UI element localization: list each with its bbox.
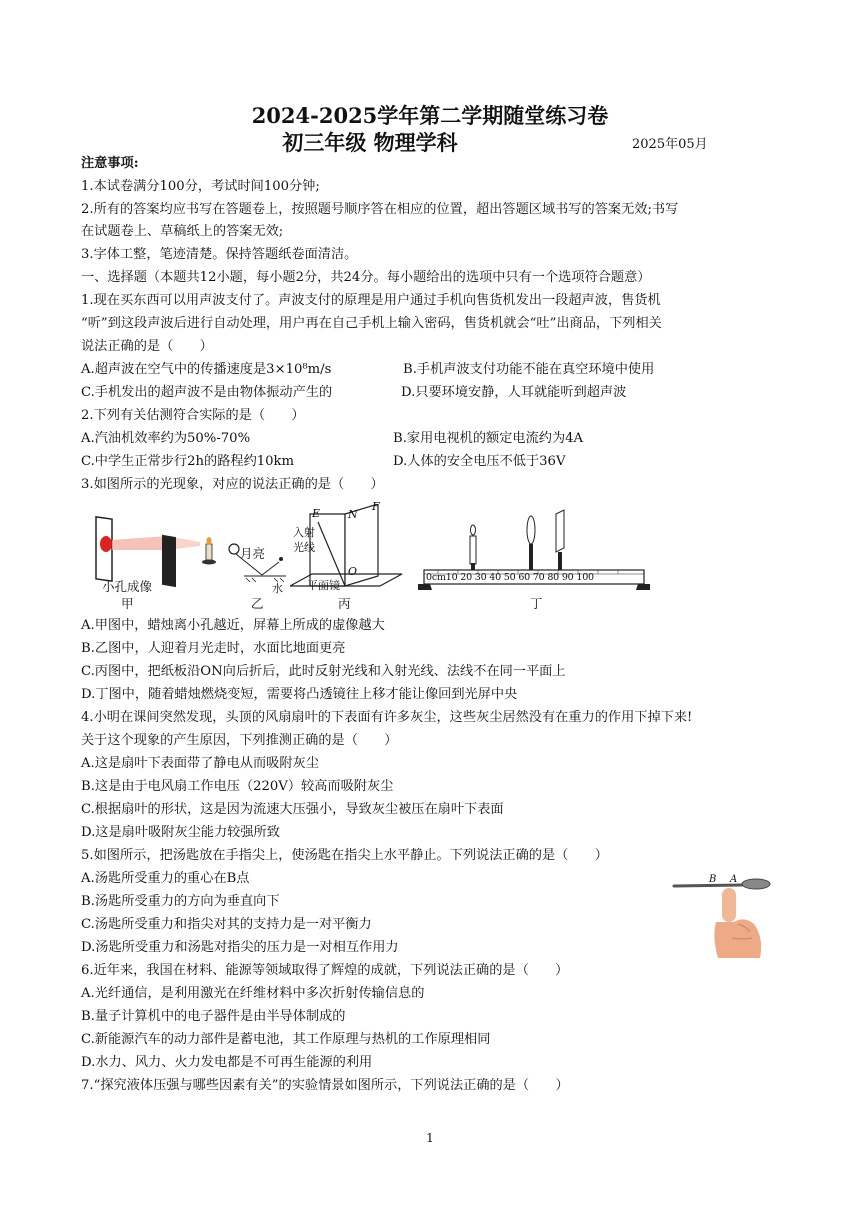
- q6-option-d: D.水力、风力、火力发电都是不可再生能源的利用: [81, 1055, 373, 1070]
- q6-option-c: C.新能源汽车的动力部件是蓄电池，其工作原理与热机的工作原理相同: [81, 1032, 491, 1047]
- exam-subtitle: 初三年级 物理学科: [282, 130, 458, 155]
- q5-option-c: C.汤匙所受重力和指尖对其的支持力是一对平衡力: [81, 917, 372, 932]
- q6-option-b: B.量子计算机中的电子器件是由半导体制成的: [81, 1009, 346, 1024]
- q2-option-a: A.汽油机效率约为50%-70%: [81, 431, 251, 446]
- q2-option-b: B.家用电视机的额定电流约为4A: [393, 431, 584, 446]
- fig-bing-o: O: [348, 565, 358, 578]
- q7-stem: 7.“探究液体压强与哪些因素有关”的实验情景如图所示，下列说法正确的是（ ）: [81, 1078, 569, 1093]
- note-item: 3.字体工整，笔迹清楚。保持答题纸卷面清洁。: [81, 247, 358, 262]
- q1-option-a: A.超声波在空气中的传播速度是3×10⁸m/s: [81, 362, 332, 377]
- note-item: 在试题卷上、草稿纸上的答案无效;: [81, 224, 284, 239]
- q6-option-a: A.光纤通信，是利用激光在纤维材料中多次折射传输信息的: [81, 986, 425, 1001]
- q6-stem: 6.近年来，我国在材料、能源等领域取得了辉煌的成就，下列说法正确的是（ ）: [81, 963, 569, 978]
- spoon-finger-figure: [672, 868, 772, 960]
- page-number: 1: [426, 1131, 434, 1145]
- notes-heading: 注意事项:: [81, 156, 139, 171]
- fig-ding-scale: 0cm10 20 30 40 50 60 70 80 90 100: [426, 572, 594, 583]
- fig-bing-e: E: [312, 507, 321, 520]
- q1-stem: 1.现在买东西可以用声波支付了。声波支付的原理是用户通过手机向售货机发出一段超声波，售货机: [81, 293, 661, 308]
- fig-ding-label: 丁: [530, 596, 543, 611]
- fig-yi-label: 乙: [251, 596, 264, 611]
- q3-stem: 3.如图所示的光现象，对应的说法正确的是（ ）: [81, 477, 384, 492]
- section-heading: 一、选择题（本题共12小题，每小题2分，共24分。每小题给出的选项中只有一个选项符合题意）: [81, 270, 651, 285]
- q4-option-d: D.这是扇叶吸附灰尘能力较强所致: [81, 825, 280, 840]
- fig-bing-ray: 光线: [293, 541, 315, 554]
- q3-option-c: C.丙图中，把纸板沿ON向后折后，此时反射光线和入射光线、法线不在同一平面上: [81, 664, 566, 679]
- fig-spoon-b: B: [709, 874, 717, 885]
- fig-yi-moon: 月亮: [240, 546, 266, 561]
- q1-stem: 说法正确的是（ ）: [81, 339, 213, 354]
- q5-stem: 5.如图所示，把汤匙放在手指尖上，使汤匙在指尖上水平静止。下列说法正确的是（ ）: [81, 848, 608, 863]
- fig-bing-n: N: [348, 508, 358, 521]
- q1-stem: “听”到这段声波后进行自动处理，用户再在自己手机上输入密码，售货机就会“吐”出商品，下列相关: [81, 316, 662, 331]
- note-item: 2.所有的答案均应书写在答题卷上，按照题号顺序答在相应的位置，超出答题区域书写的答案无效;书写: [81, 202, 679, 217]
- fig-jia-label: 甲: [121, 596, 134, 611]
- fig-bing-label: 丙: [338, 596, 351, 611]
- q4-option-a: A.这是扇叶下表面带了静电从而吸附灰尘: [81, 756, 319, 771]
- q5-option-d: D.汤匙所受重力和汤匙对指尖的压力是一对相互作用力: [81, 940, 399, 955]
- fig-spoon-a: A: [730, 874, 738, 885]
- q4-option-b: B.这是由于电风扇工作电压（220V）较高而吸附灰尘: [81, 779, 394, 794]
- note-item: 1.本试卷满分100分，考试时间100分钟;: [81, 179, 320, 194]
- q3-option-a: A.甲图中，蜡烛离小孔越近，屏幕上所成的虚像越大: [81, 618, 385, 633]
- q3-option-d: D.丁图中，随着蜡烛燃烧变短，需要将凸透镜往上移才能让像回到光屏中央: [81, 687, 518, 702]
- exam-title: 2024-2025学年第二学期随堂练习卷: [251, 103, 609, 128]
- q1-option-c: C.手机发出的超声波不是由物体振动产生的: [81, 385, 333, 400]
- q2-option-d: D.人体的安全电压不低于36V: [393, 454, 566, 469]
- fig-bing-f: F: [372, 500, 380, 513]
- exam-date: 2025年05月: [632, 137, 708, 152]
- q3-option-b: B.乙图中，人迎着月光走时，水面比地面更亮: [81, 641, 346, 656]
- q4-option-c: C.根据扇叶的形状，这是因为流速大压强小，导致灰尘被压在扇叶下表面: [81, 802, 504, 817]
- fig-jia-caption: 小孔成像: [102, 579, 153, 594]
- fig-bing-incident: 入射: [293, 526, 315, 539]
- q5-option-a: A.汤匙所受重力的重心在B点: [81, 871, 250, 886]
- q5-option-b: B.汤匙所受重力的方向为垂直向下: [81, 894, 280, 909]
- q4-stem: 关于这个现象的产生原因，下列推测正确的是（ ）: [81, 733, 398, 748]
- q2-option-c: C.中学生正常步行2h的路程约10km: [81, 454, 295, 469]
- q1-option-d: D.只要环境安静，人耳就能听到超声波: [401, 385, 627, 400]
- fig-bing-mirror: 平面镜: [307, 579, 340, 592]
- fig-yi-water: 水: [272, 582, 283, 595]
- q1-option-b: B.手机声波支付功能不能在真空环境中使用: [403, 362, 655, 377]
- q2-stem: 2.下列有关估测符合实际的是（ ）: [81, 408, 305, 423]
- q4-stem: 4.小明在课间突然发现，头顶的风扇扇叶的下表面有许多灰尘，这些灰尘居然没有在重力的作用下掉下来!: [81, 710, 693, 725]
